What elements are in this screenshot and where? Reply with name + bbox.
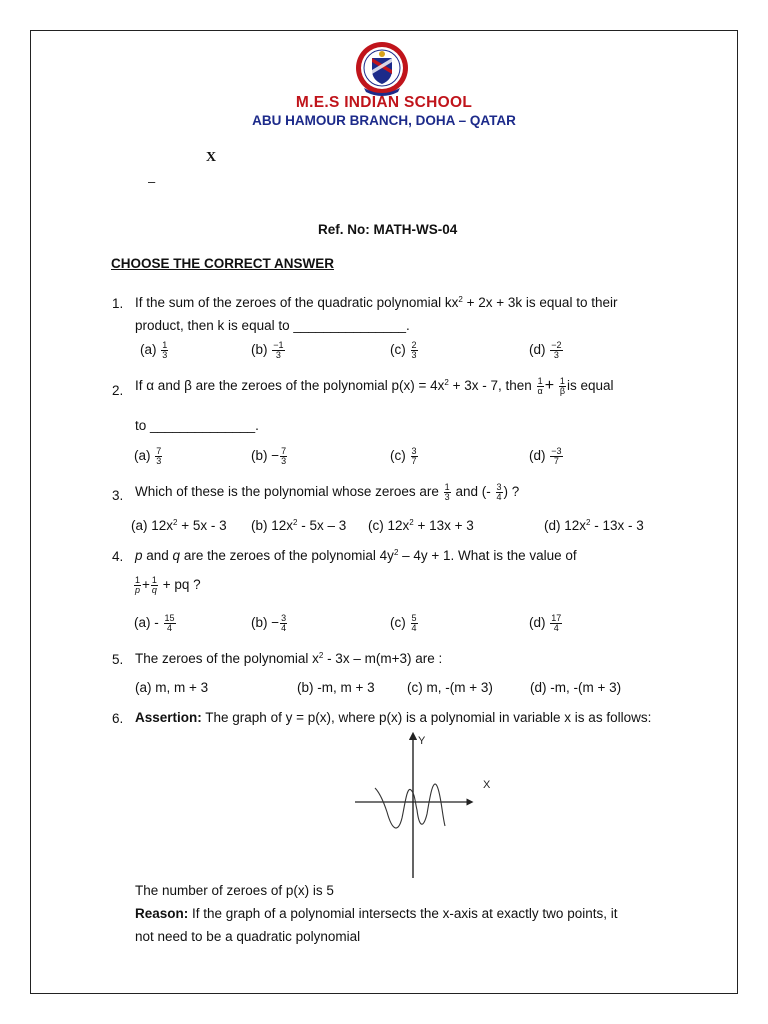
question-5-option-d: (d) -m, -(m + 3) (530, 680, 622, 695)
question-3-line-1: Which of these is the polynomial whose zeroes are $\frac{1}{3}$ and (- $\frac{3}{4}$ ) ? (135, 482, 520, 502)
mark-dash: – (148, 174, 156, 189)
question-4-line-1: p and q are the zeroes of the polynomial $4y^2 - 4y + 1$. What is the value of (135, 548, 577, 563)
question-1-line-2: product, then k is equal to _______________. (135, 318, 410, 333)
question-6-reason: Reason: If the graph of a polynomial intersects the x-axis at exactly two points, it (135, 906, 618, 921)
question-4-line-2: $\frac{1}{p}$ + $\frac{1}{q}$ + pq ? (135, 575, 201, 595)
question-4-option-c: (c) $\frac{5}{4}$ (390, 613, 417, 633)
school-name: M.E.S INDIAN SCHOOL (295, 94, 473, 111)
section-heading: CHOOSE THE CORRECT ANSWER (111, 256, 335, 271)
question-3-number: 3. (112, 488, 124, 503)
question-2-option-b: (b) − $\frac{7}{3}$ (251, 446, 287, 466)
question-2-option-d: (d) $\frac{-3}{7}$ (529, 446, 562, 466)
question-5-line-1: The zeroes of the polynomial $x^2 - 3x - m(m+3)$ are : (135, 651, 443, 666)
question-3-option-a: (a) $12x^2 + 5x - 3$ (131, 518, 227, 533)
question-3-option-d: (d) $12x^2 - 13x - 3$ (544, 518, 644, 533)
question-4-option-d: (d) $\frac{17}{4}$ (529, 613, 562, 633)
question-6-assertion: Assertion: The graph of y = p(x), where p(x) is a polynomial in variable x is as follows: (135, 710, 652, 725)
question-5-option-b: (b) -m, m + 3 (297, 680, 375, 695)
question-1-line-1: If the sum of the zeroes of the quadratic polynomial $kx^2 + 2x + 3k$ is equal to their (135, 295, 618, 310)
question-2-line-2: to ______________. (135, 418, 259, 433)
question-5-option-a: (a) m, m + 3 (135, 680, 209, 695)
question-3-option-c: (c) $12x^2 + 13x + 3$ (368, 518, 474, 533)
school-branch: ABU HAMOUR BRANCH, DOHA – QATAR (252, 113, 516, 128)
question-1-option-d: (d) $\frac{-2}{3}$ (529, 340, 562, 360)
polynomial-curve (375, 784, 445, 828)
question-6-zeroes-statement: The number of zeroes of p(x) is 5 (135, 883, 334, 898)
x-axis-label: X (483, 779, 491, 791)
school-crest-icon (346, 40, 418, 100)
question-1-option-b: (b) $\frac{-1}{3}$ (251, 340, 284, 360)
question-5-number: 5. (112, 652, 124, 667)
question-6-number: 6. (112, 711, 124, 726)
question-2-line-1: If α and β are the zeroes of the polynomial $p(x) = 4x^2 + 3x - 7$, then $\frac{1}{\alpha}$ + $\frac{1}{\beta}$ is equal (135, 376, 614, 396)
polynomial-graph (345, 730, 505, 880)
question-5-option-c: (c) m, -(m + 3) (407, 680, 493, 695)
question-6-reason-line-2: not need to be a quadratic polynomial (135, 929, 361, 944)
question-1-option-c: (c) $\frac{2}{3}$ (390, 340, 417, 360)
question-4-option-b: (b) − $\frac{3}{4}$ (251, 613, 287, 633)
question-2-option-c: (c) $\frac{3}{7}$ (390, 446, 417, 466)
ref-number: Ref. No: MATH-WS-04 (318, 222, 458, 237)
question-2-number: 2. (112, 383, 124, 398)
question-1-option-a: (a) $\frac{1}{3}$ (140, 340, 168, 360)
question-3-option-b: (b) $12x^2 - 5x - 3$ (251, 518, 347, 533)
question-4-option-a: (a) - $\frac{15}{4}$ (134, 613, 175, 633)
mark-x: X (206, 150, 217, 165)
y-axis-label: Y (418, 735, 426, 747)
question-4-number: 4. (112, 549, 124, 564)
question-1-number: 1. (112, 296, 124, 311)
question-2-option-a: (a) $\frac{7}{3}$ (134, 446, 162, 466)
